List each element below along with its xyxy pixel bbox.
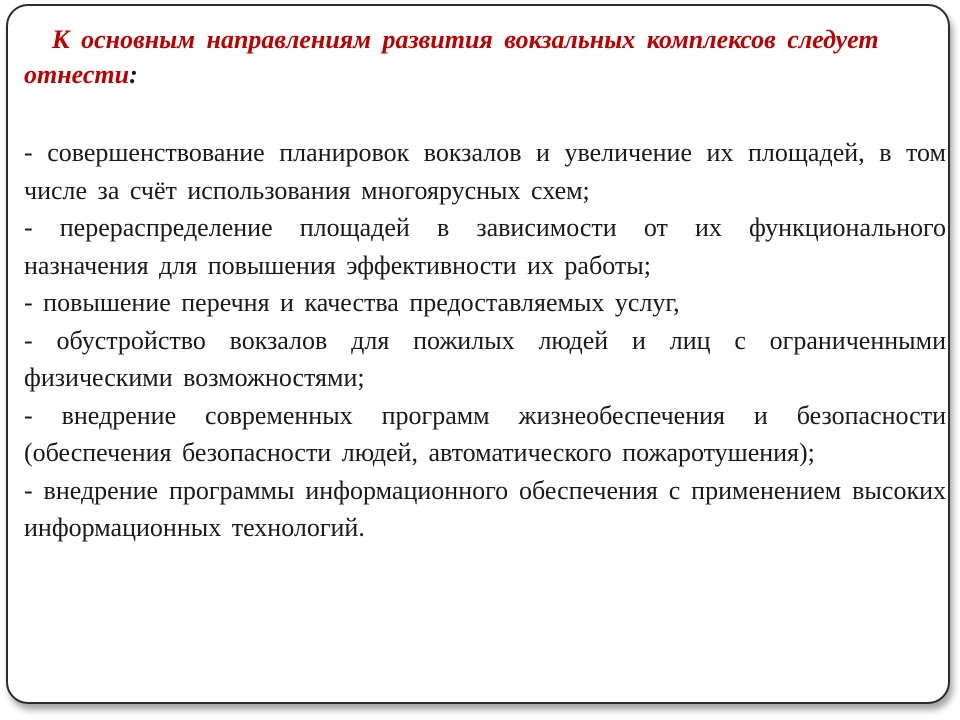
list-item: - обустройство вокзалов для пожилых людей и лиц с ограниченными физическими возможностями; [24,325,946,392]
directions-list [24,134,946,547]
slide-title-text: К основным направлениям развития вокзальных комплексов следует отнести [24,25,879,89]
list-item: - внедрение современных программ жизнеобеспечения и безопасности (обеспечения безопасности людей, автоматического пожаротушения); [24,400,946,467]
list-item: - внедрение программы информационного обеспечения с применением высоких информационных технологий. [24,475,946,542]
list-item: - совершенствование планировок вокзалов и увеличение их площадей, в том числе за счёт использования многоярусных схем; [24,138,946,205]
slide-frame [6,4,950,704]
list-item: - повышение перечня и качества предоставляемых услуг, [24,288,680,317]
list-item: - перераспределение площадей в зависимости от их функционального назначения для повышения эффективности их работы; [24,213,946,280]
slide-title [24,22,944,92]
slide-title-colon: : [129,60,138,89]
